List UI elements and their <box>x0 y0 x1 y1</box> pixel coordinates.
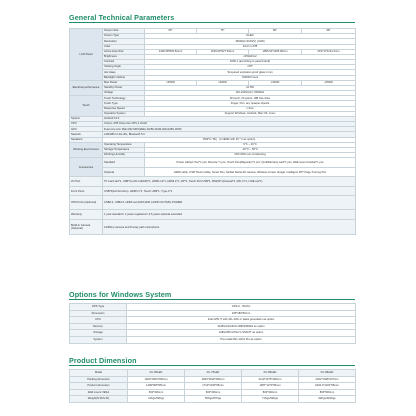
cell-value: 98" <box>302 29 356 34</box>
row-label: Weight(N.W/G.W) <box>70 396 128 403</box>
section-divider <box>69 22 355 23</box>
windows-options-table <box>69 303 356 344</box>
row-label: Packing dimension <box>70 376 128 383</box>
cell-value: ≤450W <box>302 80 356 85</box>
cell-value: Finger, Pen, any opaque objects <box>145 101 356 106</box>
cell-value: 800*600mm <box>299 389 356 396</box>
cell-value: 4000:1 (according to panel brand) <box>145 60 356 65</box>
cell-value: 65" <box>145 29 197 34</box>
cell-value: Android 14.0 <box>103 116 356 121</box>
cell-value: 800*400mm <box>242 389 299 396</box>
cell-value: 195*180*60mm <box>127 310 356 317</box>
cell-value: Intel i3/i5/ i7 with 4th~12th or latest generation as option <box>127 317 356 324</box>
cell-value: 178° <box>145 65 356 70</box>
cell-value: 1428.48*803.52mm <box>145 49 197 54</box>
cell-value: 500*400mm <box>128 389 185 396</box>
cell-value: 92Kgs/116Kgs <box>299 396 356 403</box>
row-label: Touch Type <box>103 101 145 106</box>
table-header-row <box>70 370 356 377</box>
cell-value: 50Kgs/67Kgs <box>185 396 242 403</box>
cell-value: 110-240V(AC), 50/60Hz <box>145 91 356 96</box>
row-label: Working Humidity <box>103 153 145 158</box>
cell-value: Dual core Arm Mali-G52 MP2(2EE) 4G/8G RAM;32G/128G ROM <box>103 127 356 132</box>
row-label: Voltage <box>103 91 145 96</box>
cell-value: Pre-install Win 10/11 Pro as option <box>127 336 356 343</box>
row-label: Storage <box>70 330 127 337</box>
cell-value: -20°C ~ 60°C <box>145 147 356 152</box>
section-divider <box>69 365 355 366</box>
table-row <box>70 336 356 343</box>
table-row <box>70 376 356 383</box>
cell-value: ≤250W <box>145 80 197 85</box>
table-row <box>70 177 356 187</box>
cell-value: TF Card slot*1, USB*3,LAN In(RJ45)*1, HDMI out*1, HDMI in*1, DP*1, Touch Port USB*1, RS232*1(Coaxial*1, MIC In*1, LINE out*1) <box>103 177 356 187</box>
cell-value: 2157.8*1213.3mm <box>302 49 356 54</box>
cell-value: 1620*1054*206mm <box>128 376 185 383</box>
row-label: OPS Type <box>70 304 127 311</box>
table-row <box>70 187 356 196</box>
table-row <box>70 310 356 317</box>
cell-value: 1840*1190*206mm <box>185 376 242 383</box>
cell-value: 1 year standard / 2 years registered / 3-5 years optional extended <box>103 210 356 220</box>
row-label: Standby Power <box>103 85 145 90</box>
table-row <box>70 383 356 390</box>
row-label: GPU <box>70 127 103 132</box>
row-label: Operation System <box>103 111 145 116</box>
section-divider <box>69 299 355 300</box>
cell-value: 71Kgs/92Kgs <box>242 396 299 403</box>
row-label: Standard <box>103 158 145 168</box>
cell-value: IR touch; 20 points; HIB free drive <box>145 96 356 101</box>
row-label: Network <box>70 132 103 137</box>
cell-value: 41Kgs/52Kgs <box>128 396 185 403</box>
row-label: OPS Ports (Optional) <box>70 196 103 210</box>
dimension-section-title: Product Dimension <box>69 356 137 365</box>
column-header: FC-65LED <box>128 370 185 377</box>
row-label: System <box>70 116 103 121</box>
row-label: CPU <box>70 122 103 127</box>
row-label: Active Area Size <box>103 49 145 54</box>
row-label: Backlight Lifetime <box>103 75 145 80</box>
cell-value: 1499*906*95mm <box>128 383 185 390</box>
table-row <box>70 317 356 324</box>
cell-value: 15W*2 / 8Ω，(2.1EDR with 20 * 2 as option) <box>103 137 356 142</box>
cell-value: OPS-C : 80-Pin <box>127 304 356 311</box>
row-label: Resolution <box>103 39 145 44</box>
cell-value: ≤400W <box>249 80 302 85</box>
table-row <box>70 168 356 177</box>
table-row <box>70 389 356 396</box>
row-label: Touch Technology <box>103 96 145 101</box>
cell-value: 2110*1375*200mm <box>242 376 299 383</box>
cell-value: HDMI cable, USB Touch Cable, Smart Pen, Mobile Stand,4K camera, Wireless screen dongle, Intelligent FPT Page-Turning Pen <box>145 168 356 177</box>
cell-value: 1649.66*927.93mm <box>197 49 249 54</box>
row-label: Dimension <box>70 310 127 317</box>
table-row <box>70 196 356 210</box>
row-label: Screen Size <box>103 29 145 34</box>
cell-value: Cortex- A55 Octa-core CPU,1.2GHz <box>103 122 356 127</box>
column-header: FC-75LED <box>185 370 242 377</box>
category-touch: Touch <box>70 96 103 117</box>
cell-value: 0°C ~ 40°C <box>145 142 356 147</box>
cell-value: 3840(H)×2160(V) (UHD) <box>145 39 356 44</box>
row-label: Screen Type <box>103 34 145 39</box>
dimension-table <box>69 369 356 403</box>
category-working-environment: Working Environment <box>70 142 103 158</box>
category-electrical: Electrical performance <box>70 80 103 96</box>
table-row <box>70 210 356 220</box>
cell-value: USB2.0, USB3.0, HDMI out,RJ45,WIFI,AUDIO OUT,MIC,POWER <box>103 196 356 210</box>
row-label: Contrast <box>103 60 145 65</box>
cell-value: 128G/256 G/512 G SSD/1T as option <box>127 330 356 337</box>
row-label: Color <box>103 44 145 49</box>
cell-value: 600*400mm <box>185 389 242 396</box>
column-header: FC-98LED <box>299 370 356 377</box>
row-label: Front Ports <box>70 187 103 196</box>
cell-value: ≤300W <box>197 80 249 85</box>
cell-value: 86" <box>249 29 302 34</box>
row-label: Optional <box>103 168 145 177</box>
cell-value: 1710*1030*95mm <box>185 383 242 390</box>
cell-value: ≥50000 hours <box>145 75 356 80</box>
cell-value: DLED <box>145 34 356 39</box>
row-label: Brightness <box>103 54 145 59</box>
row-label: Warranty <box>70 210 103 220</box>
row-label: Wall mount VESA <box>70 389 128 396</box>
row-label: AG Glass <box>103 70 145 75</box>
cell-value: 2226.3*1321*95mm <box>299 383 356 390</box>
row-label: I/O Port <box>70 177 103 187</box>
table-row <box>70 158 356 168</box>
table-row <box>70 323 356 330</box>
table-row <box>70 330 356 337</box>
cell-value: 4G/8G/16G/32G DDR3/DDR4 as option <box>127 323 356 330</box>
column-header: Model <box>70 370 128 377</box>
cell-value: Tempered explosion-proof glass 4 mm <box>145 70 356 75</box>
row-label: CPU <box>70 317 127 324</box>
table-row <box>70 304 356 311</box>
cell-value: USB*3(Full function), HDMI In*1, Touch USB*1, Type-C*1 <box>103 187 356 196</box>
category-lcd-panel: LCD Panel <box>70 29 103 81</box>
row-label: Build-in Camera (Optional) <box>70 220 103 235</box>
row-label: Viewing Angle <box>103 65 145 70</box>
general-section-title: General Technical Parameters <box>69 13 175 22</box>
cell-value: ≥350cd/m2 <box>145 54 356 59</box>
cell-value: 75" <box>197 29 249 34</box>
row-label: Speakers <box>70 137 103 142</box>
row-label: Memory <box>70 323 127 330</box>
cell-value: Power cable(1.5m)*1 pcs; Remote *1 pcs; Touch Pen(Magnetic)*1 pcs; QC&Warranty card*1 pcs; Wall-mount bracket*1 pcs <box>145 158 356 168</box>
cell-value: Support Windows, Android, Mac OS, Linux <box>145 111 356 116</box>
general-spec-table <box>69 28 356 235</box>
row-label: Operating Temperature <box>103 142 145 147</box>
cell-value: ≤0.5W <box>145 85 356 90</box>
row-label: System <box>70 336 127 343</box>
cell-value: 1895.04*1065.96mm <box>249 49 302 54</box>
cell-value: 13/48mp camera and 8 array path microphone <box>103 220 356 235</box>
cell-value: 10-bit 1.07B <box>145 44 356 49</box>
column-header: FC-86LED <box>242 370 299 377</box>
windows-section-title: Options for Windows System <box>69 290 172 299</box>
category-accessories: Accessories <box>70 158 103 177</box>
row-label: Max Power <box>103 80 145 85</box>
row-label: Product dimension <box>70 383 128 390</box>
cell-value: LAN/WIFI 2.4G+5G, Bluetooth 5.0 <box>103 132 356 137</box>
cell-value: 2322*1495*207mm <box>299 376 356 383</box>
cell-value: 1957*1170*95mm <box>242 383 299 390</box>
table-row <box>70 396 356 403</box>
row-label: Response Speed <box>103 106 145 111</box>
row-label: Storage Temperature <box>103 147 145 152</box>
cell-value: 10%-90% non-condensing <box>145 153 356 158</box>
table-row <box>70 220 356 235</box>
cell-value: ≤ 6ms <box>145 106 356 111</box>
